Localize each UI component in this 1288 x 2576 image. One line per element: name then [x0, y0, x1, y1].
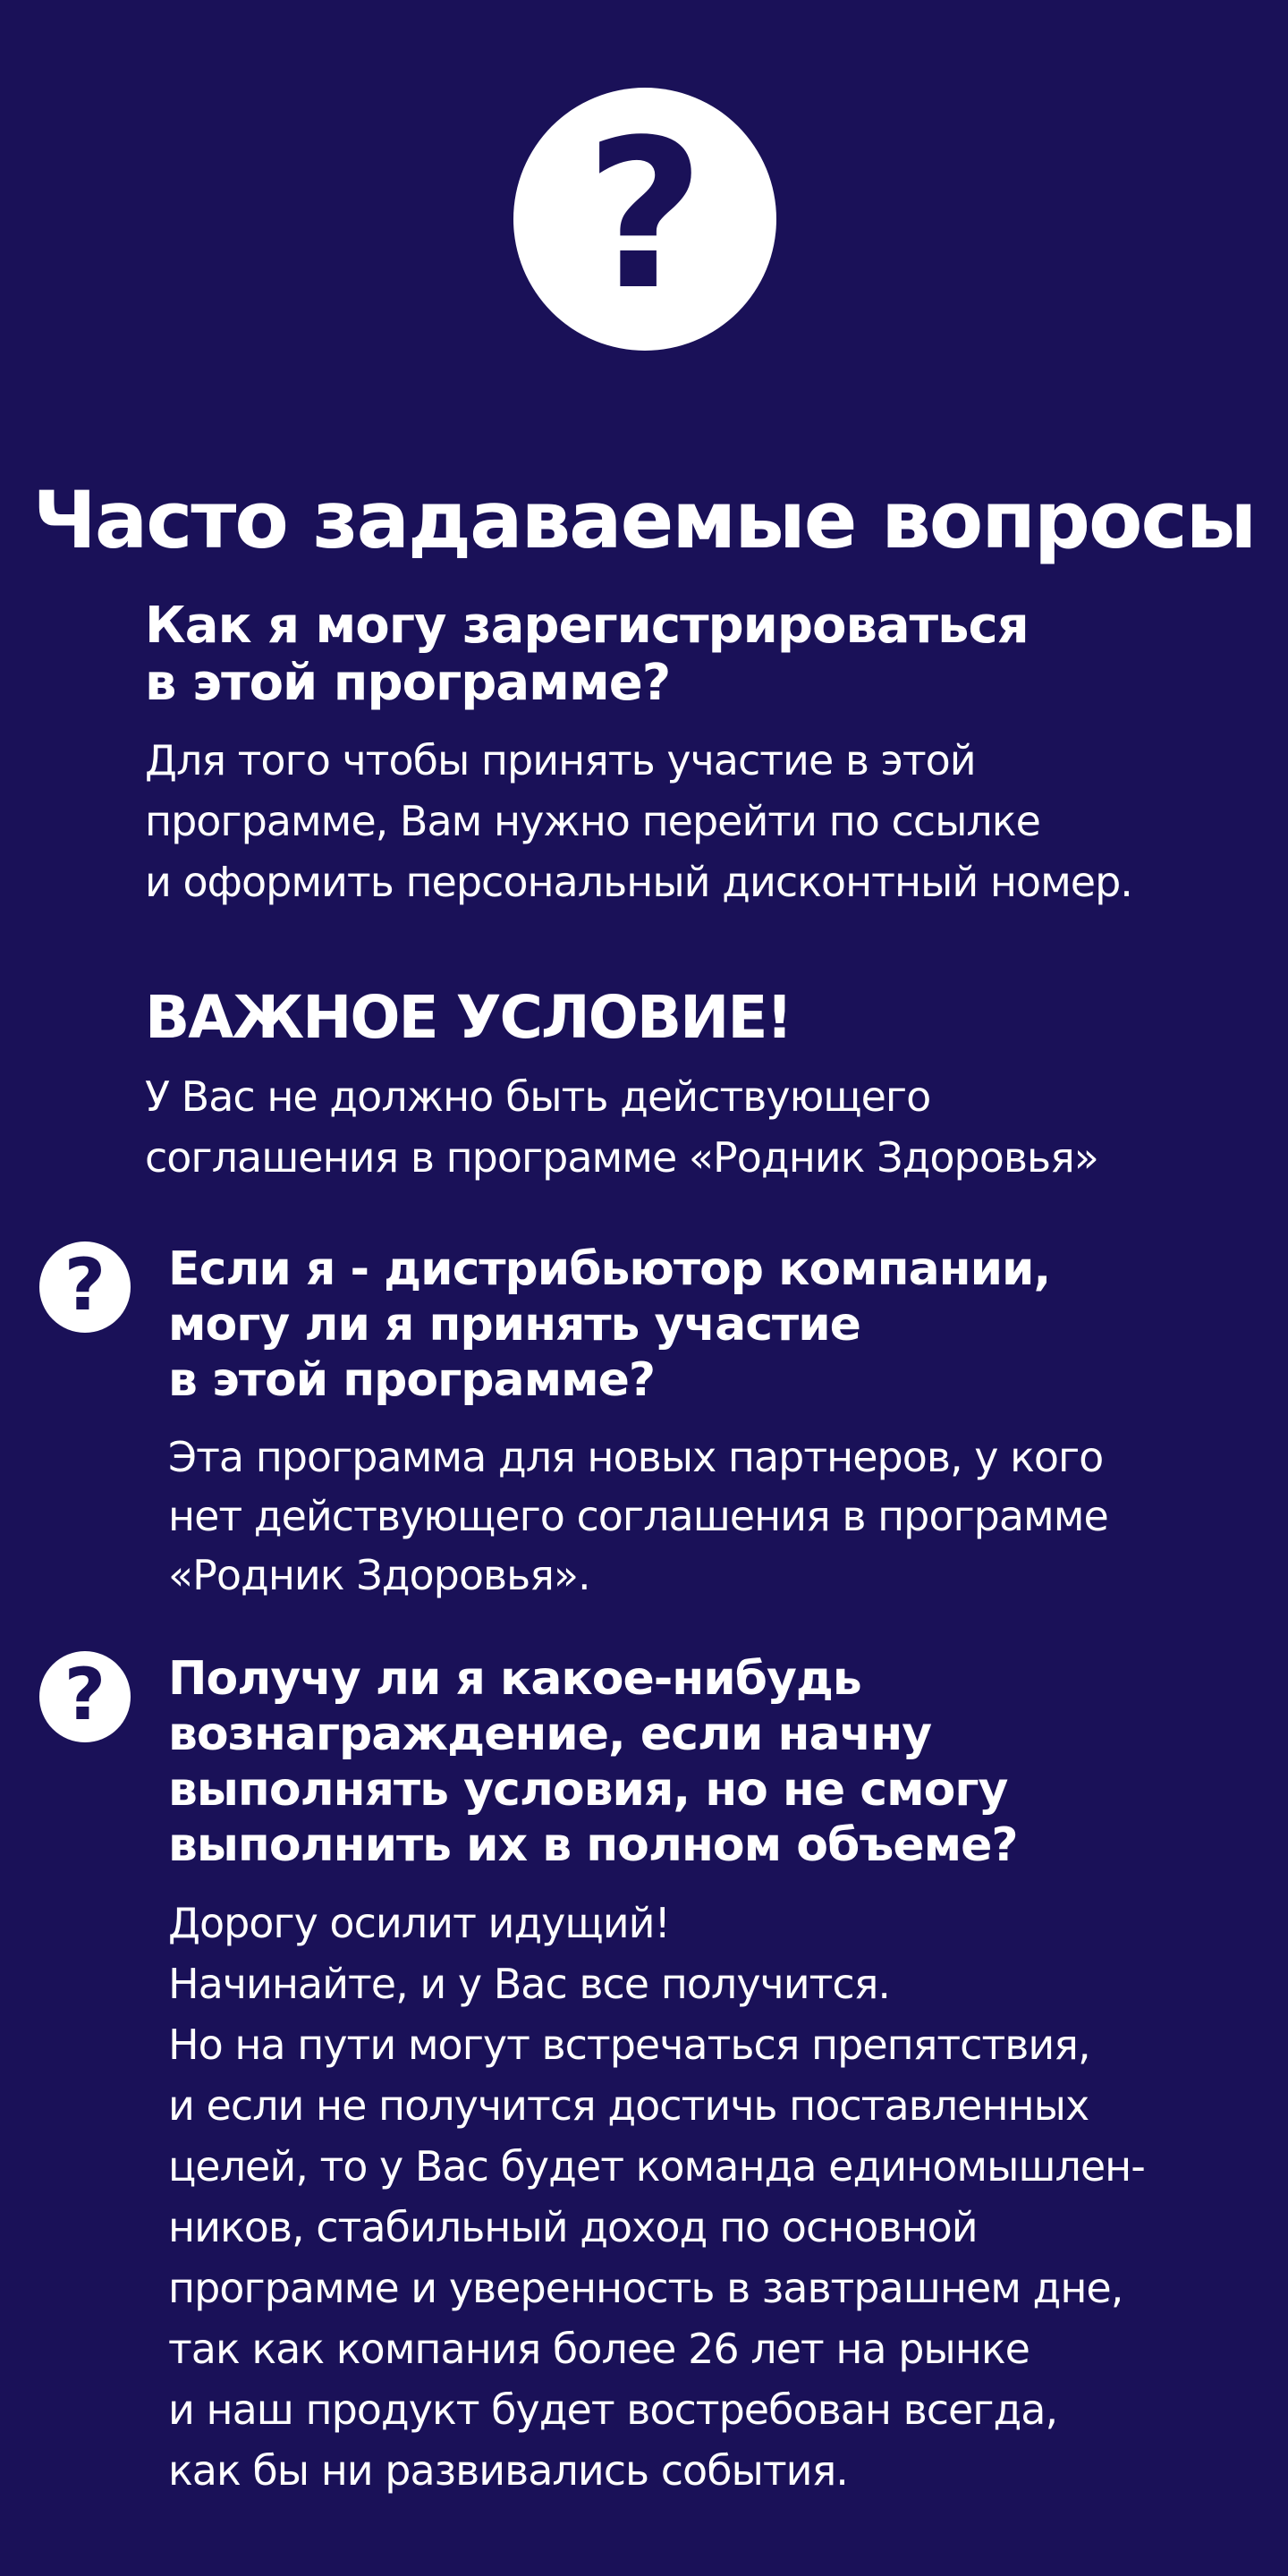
- answer-line: и оформить персональный дисконтный номер.: [145, 858, 1132, 906]
- question-line: Как я могу зарегистрироваться: [145, 597, 1029, 655]
- faq-content: [168, 1241, 1108, 1605]
- question-mark-glyph: ?: [64, 1243, 106, 1326]
- answer-text: [168, 1428, 1108, 1605]
- faq-content: [168, 1651, 1145, 2501]
- answer-line: нет действующего соглашения в программе: [168, 1492, 1108, 1540]
- question-line: Если я - дистрибьютор компании,: [168, 1242, 1051, 1296]
- answer-line: Эта программа для новых партнеров, у кого: [168, 1433, 1104, 1481]
- answer-line: и наш продукт будет востребован всегда,: [168, 2385, 1058, 2434]
- question-line: Получу ли я какое-нибудь: [168, 1652, 861, 1706]
- important-heading: ВАЖНОЕ УСЛОВИЕ!: [145, 983, 792, 1052]
- question-mark-glyph: ?: [585, 97, 705, 335]
- question-line: выполнять условия, но не смогу: [168, 1763, 1008, 1817]
- important-text: [145, 1066, 1098, 1188]
- answer-line: и если не получится достичь поставленных: [168, 2081, 1089, 2130]
- important-condition: [145, 982, 1098, 1188]
- question-mark-glyph: ?: [64, 1653, 106, 1736]
- question-line: выполнить их в полном объеме?: [168, 1818, 1018, 1872]
- question-heading: [168, 1241, 1108, 1408]
- answer-text: [168, 1893, 1145, 2501]
- important-line: У Вас не должно быть действующего: [145, 1072, 931, 1121]
- answer-line: Но на пути могут встречаться препятствия,: [168, 2021, 1090, 2069]
- page-title: Часто задаваемые вопросы: [32, 473, 1256, 566]
- question-line: вознаграждение, если начну: [168, 1707, 932, 1761]
- question-line: в этой программе?: [168, 1353, 656, 1407]
- question-heading: [145, 597, 1132, 712]
- question-circle-icon: [39, 1651, 131, 1742]
- important-line: соглашения в программе «Родник Здоровья»: [145, 1133, 1098, 1182]
- question-heading: [168, 1651, 1145, 1873]
- answer-line: ников, стабильный доход по основной: [168, 2203, 978, 2251]
- answer-line: Для того чтобы принять участие в этой: [145, 736, 976, 784]
- answer-line: «Родник Здоровья».: [168, 1551, 590, 1599]
- answer-line: как бы ни развивались события.: [168, 2446, 848, 2495]
- question-line: могу ли я принять участие: [168, 1298, 860, 1352]
- answer-line: так как компания более 26 лет на рынке: [168, 2325, 1030, 2373]
- answer-line: Начинайте, и у Вас все получится.: [168, 1960, 890, 2008]
- answer-line: Дорогу осилит идущий!: [168, 1899, 670, 1947]
- question-line: в этой программе?: [145, 654, 671, 712]
- answer-text: [145, 730, 1132, 912]
- question-circle-icon: [513, 88, 776, 351]
- question-circle-icon: [39, 1241, 131, 1333]
- faq-registration: [145, 597, 1132, 912]
- answer-line: целей, то у Вас будет команда единомышлен-: [168, 2142, 1145, 2190]
- answer-line: программе, Вам нужно перейти по ссылке: [145, 797, 1040, 845]
- answer-line: программе и уверенность в завтрашнем дне,: [168, 2264, 1123, 2312]
